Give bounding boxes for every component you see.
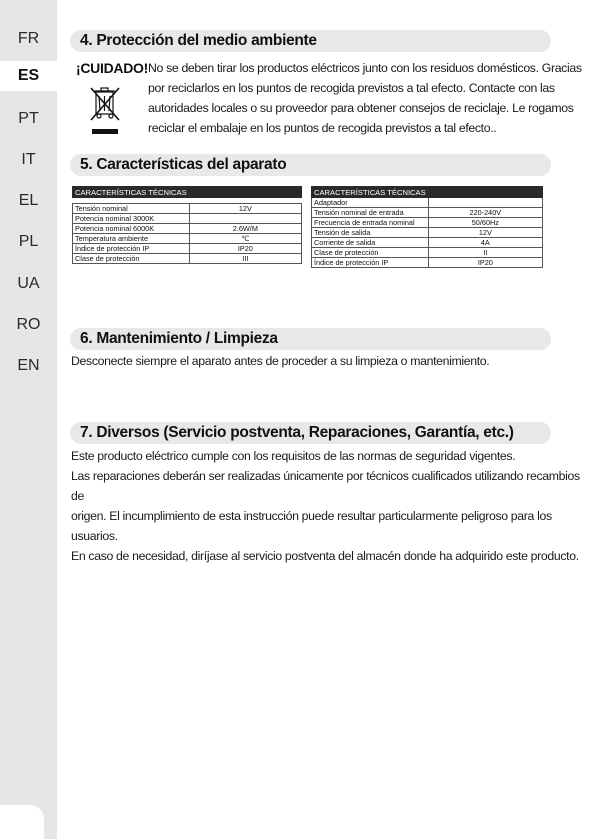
lang-it[interactable]: IT — [21, 151, 36, 168]
spec-table-left — [72, 186, 302, 264]
spec-value: 220-240V — [428, 208, 542, 218]
spec-label: Frecuencia de entrada nominal — [312, 218, 429, 228]
maintenance-text: Desconecte siempre el aparato antes de proceder a su limpieza o mantenimiento. — [71, 354, 490, 368]
misc-text — [71, 446, 595, 566]
spec-value: III — [189, 254, 301, 264]
table-header-row — [312, 187, 543, 198]
misc-line: Las reparaciones deberán ser realizadas únicamente por técnicos cualificados utilizando recambios de — [71, 469, 580, 503]
misc-line: Este producto eléctrico cumple con los requisitos de las normas de seguridad vigentes. — [71, 449, 516, 463]
spec-label: Potencia nominal 3000K — [73, 214, 190, 224]
lang-en[interactable]: EN — [17, 357, 40, 374]
section-heading-characteristics: 5. Características del aparato — [70, 154, 551, 176]
caution-label: ¡CUIDADO! — [76, 60, 148, 76]
lang-ua[interactable]: UA — [17, 275, 40, 292]
spec-table-right — [311, 186, 543, 268]
lang-ro[interactable]: RO — [16, 316, 41, 333]
table-title: CARACTERÍSTICAS TÉCNICAS — [73, 187, 190, 198]
spec-value: 12V — [189, 204, 301, 214]
spec-value: IP20 — [189, 244, 301, 254]
misc-line: origen. El incumplimiento de esta instrucción puede resultar particularmente peligroso para los usuarios. — [71, 509, 552, 543]
crossed-out-wheelie-bin-icon — [86, 84, 124, 138]
spec-value: IP20 — [428, 258, 542, 268]
table-row — [312, 238, 543, 248]
table-row — [312, 208, 543, 218]
table-row — [312, 228, 543, 238]
spec-label: Tensión nominal — [73, 204, 190, 214]
language-sidebar — [0, 0, 57, 839]
section-heading-environment: 4. Protección del medio ambiente — [70, 30, 551, 52]
table-row — [312, 218, 543, 228]
table-row — [73, 224, 302, 234]
section-heading-misc: 7. Diversos (Servicio postventa, Reparaciones, Garantía, etc.) — [70, 422, 551, 444]
spec-label: Temperatura ambiente — [73, 234, 190, 244]
section-heading-maintenance: 6. Mantenimiento / Limpieza — [70, 328, 551, 350]
lang-fr[interactable]: FR — [17, 30, 40, 47]
misc-line: En caso de necesidad, diríjase al servicio postventa del almacén donde ha adquirido este producto. — [71, 549, 579, 563]
environment-line: por reciclarlos en los puntos de recogida previstos a tal efecto. Contacte con las — [148, 81, 555, 95]
spec-value: II — [428, 248, 542, 258]
spec-label: Clase de protección — [312, 248, 429, 258]
spec-label: Tensión nominal de entrada — [312, 208, 429, 218]
table-title: CARACTERÍSTICAS TÉCNICAS — [312, 187, 429, 198]
spec-label: Potencia nominal 6000K — [73, 224, 190, 234]
environment-line: autoridades locales o su proveedor para obtener consejos de reciclaje. Le rogamos — [148, 101, 574, 115]
lang-el[interactable]: EL — [18, 192, 39, 209]
page-tab — [0, 805, 44, 839]
spec-value — [189, 214, 301, 224]
environment-text — [148, 58, 582, 138]
spec-value — [428, 198, 542, 208]
environment-line: No se deben tirar los productos eléctricos junto con los residuos domésticos. Gracias — [148, 61, 582, 75]
spec-label: Índice de protección IP — [312, 258, 429, 268]
spec-label: Adaptador — [312, 198, 429, 208]
environment-line: reciclar el embalaje en los puntos de recogida previstos a tal efecto.. — [148, 121, 497, 135]
table-row — [312, 248, 543, 258]
spec-label: Corriente de salida — [312, 238, 429, 248]
spec-value: 50/60Hz — [428, 218, 542, 228]
spec-value: 2.6W/M — [189, 224, 301, 234]
spec-label: Tensión de salida — [312, 228, 429, 238]
lang-pl[interactable]: PL — [18, 233, 39, 250]
lang-es-active[interactable]: ES — [0, 61, 57, 91]
table-row — [312, 258, 543, 268]
table-header-row — [73, 187, 302, 198]
table-row — [312, 198, 543, 208]
spec-value: 4A — [428, 238, 542, 248]
spec-value: 12V — [428, 228, 542, 238]
table-row — [73, 204, 302, 214]
table-row — [73, 254, 302, 264]
table-row — [73, 244, 302, 254]
spec-label: Clase de protección — [73, 254, 190, 264]
table-row — [73, 214, 302, 224]
lang-pt[interactable]: PT — [18, 110, 39, 127]
spec-value: ℃ — [189, 234, 301, 244]
spec-label: Índice de protección IP — [73, 244, 190, 254]
table-row — [73, 234, 302, 244]
